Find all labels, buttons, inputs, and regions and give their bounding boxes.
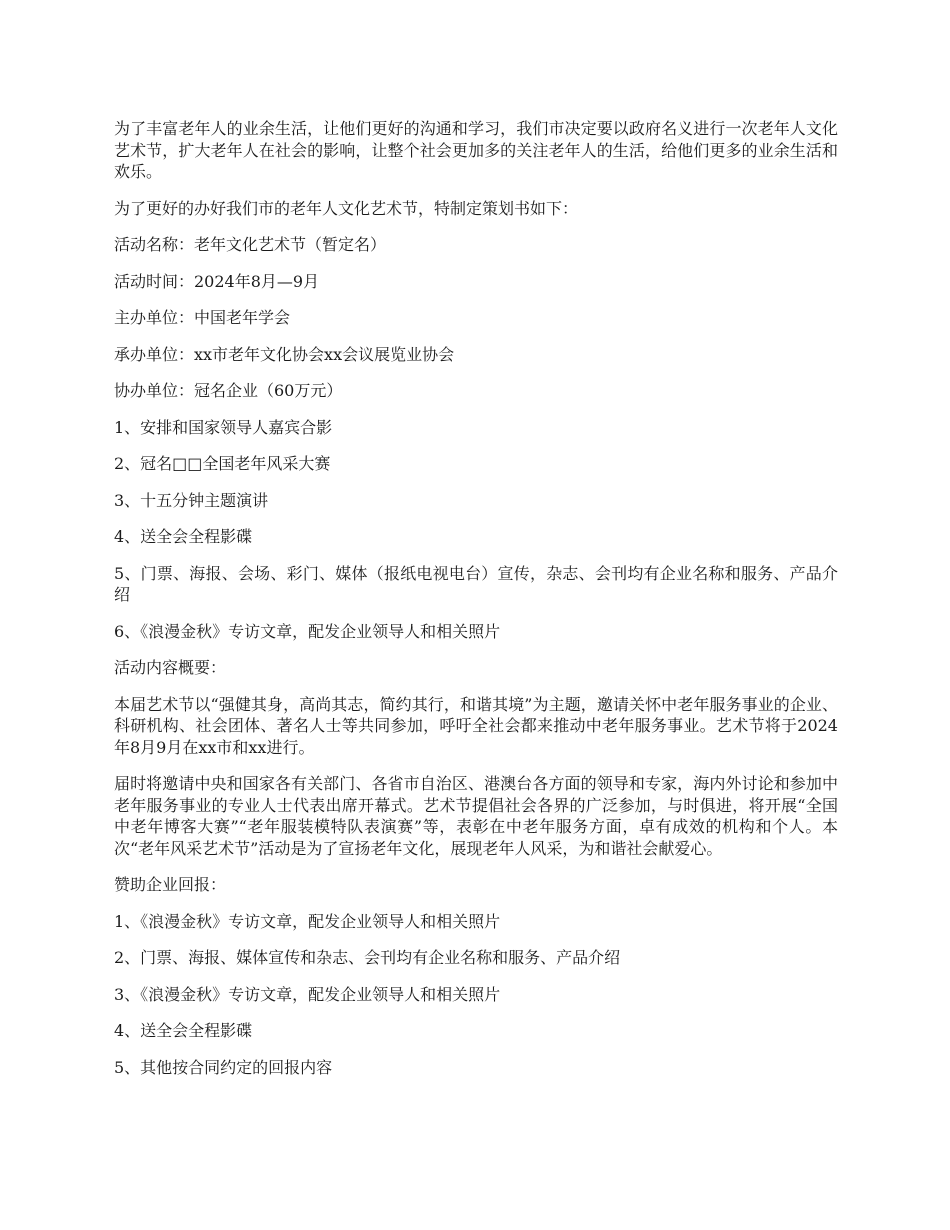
content-paragraph: 本届艺术节以“强健其身，高尚其志，简约其行，和谐其境”为主题，邀请关怀中老年服务事业的企业、科研机构、社会团体、著名人士等共同参加，呼吁全社会都来推动中老年服务事业。艺术节将于2024年8月9月在xx市和xx进行。 — [114, 694, 838, 757]
list-item: 4、送全会全程影碟 — [114, 527, 253, 546]
list-item: 2、门票、海报、媒体宣传和杂志、会刊均有企业名称和服务、产品介绍 — [114, 948, 621, 967]
undertaker: 承办单位：xx市老年文化协会xx会议展览业协会 — [114, 344, 455, 364]
intro-paragraph: 为了丰富老年人的业余生活，让他们更好的沟通和学习，我们市决定要以政府名义进行一次老年人文化艺术节，扩大老年人在社会的影响，让整个社会更加多的关注老年人的生活，给他们更多的业余生活和欢乐。 — [114, 119, 838, 181]
co-organizer: 协办单位：冠名企业（60万元） — [114, 381, 343, 400]
plan-intro-paragraph: 为了更好的办好我们市的老年人文化艺术节，特制定策划书如下： — [114, 198, 579, 218]
activity-name: 活动名称：老年文化艺术节（暂定名） — [114, 235, 387, 254]
content-paragraph: 届时将邀请中央和国家各有关部门、各省市自治区、港澳台各方面的领导和专家，海内外讨论和参加中老年服务事业的专业人士代表出席开幕式。艺术节提倡社会各界的广泛参加，与时俱进，将开展“全国中老年博客大赛”“老年服装模特队表演赛”等，表彰在中老年服务方面，卓有成效的机构和个人。本次“老年风采艺术节”活动是为了宣扬老年文化，展现老年人风采，为和谐社会献爱心。 — [114, 774, 838, 858]
list-item: 5、其他按合同约定的回报内容 — [114, 1057, 333, 1077]
list-item: 3、《浪漫金秋》专访文章，配发企业领导人和相关照片 — [114, 984, 501, 1004]
list-item: 6、《浪漫金秋》专访文章，配发企业领导人和相关照片 — [114, 621, 501, 641]
list-item: 2、冠名□□全国老年风采大赛 — [114, 454, 331, 473]
list-item: 3、十五分钟主题演讲 — [114, 490, 269, 510]
organizer: 主办单位：中国老年学会 — [114, 308, 291, 327]
section-heading-sponsor: 赞助企业回报： — [114, 875, 227, 894]
document-body — [114, 118, 838, 1093]
section-heading-content: 活动内容概要： — [114, 658, 227, 677]
activity-time: 活动时间：2024年8月—9月 — [114, 271, 320, 291]
list-item: 4、送全会全程影碟 — [114, 1021, 253, 1040]
list-item: 1、安排和国家领导人嘉宾合影 — [114, 417, 333, 437]
list-item: 5、门票、海报、会场、彩门、媒体（报纸电视电台）宣传，杂志、会刊均有企业名称和服务、产品介绍 — [114, 563, 838, 604]
list-item: 1、《浪漫金秋》专访文章，配发企业领导人和相关照片 — [114, 911, 501, 931]
